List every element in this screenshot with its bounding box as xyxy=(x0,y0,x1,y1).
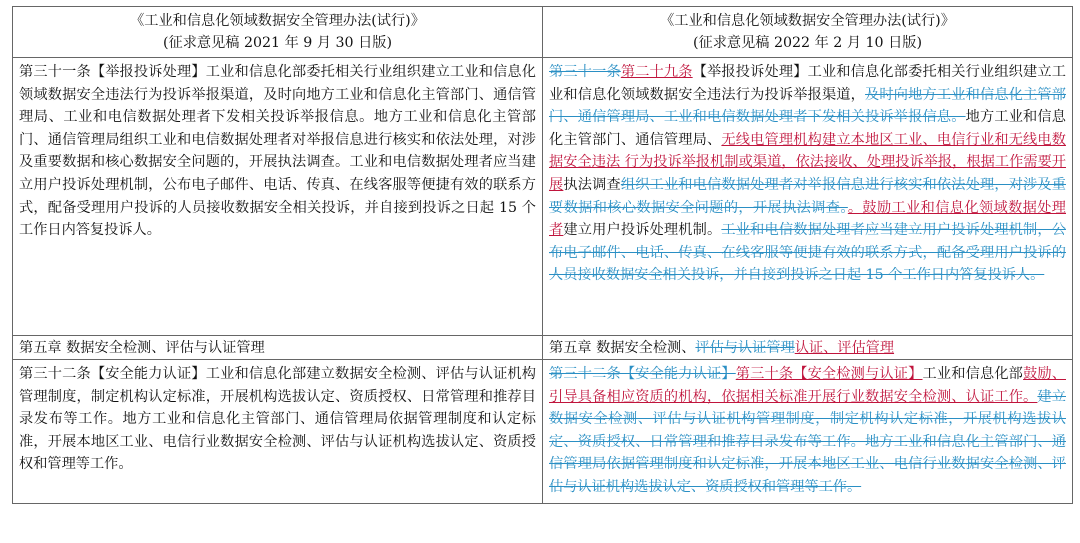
inserted-text: 第二十九条 xyxy=(620,64,693,80)
deleted-text: 及时向地方工业和信息化主管部门、通信管理局、工业和电信数据处理者下发相关投诉举报信息。 xyxy=(549,86,1066,126)
deleted-text: 建立数据安全检测、评估与认证机构管理制度，制定机构认定标准，开展机构选拔认定、资质授权、日常管理和推荐目录发布等工作。地方工业和信息化主管部门、通信管理局依据管理制度和认定标准，开展本地区工业、电信行业数据安全检测、评估与认证机构选拔认定、资质授权和管理等工作。 xyxy=(549,388,1066,495)
left-subtitle: (征求意见稿 2021 年 9 月 30 日版) xyxy=(162,35,392,51)
article-31-old: 第三十一条【举报投诉处理】工业和信息化部委托相关行业组织建立工业和信息化领域数据安全违法行为投诉举报渠道，及时向地方工业和信息化主管部门、通信管理局、工业和电信数据处理者下发相关投诉举报信息。地方工业和信息化主管部门、通信管理局组织工业和电信数据处理者对举报信息进行核实和依法处理，对涉及重要数据和核心数据安全问题的，开展执法调查。工业和电信数据处理者应当建立用户投诉处理机制，公布电子邮件、电话、传真、在线客服等便捷有效的联系方式，配备受理用户投诉的人员接收数据安全相关投诉，并自接到投诉之日起 15 个工作日内答复投诉人。 xyxy=(13,58,543,336)
article-32-old: 第三十二条【安全能力认证】工业和信息化部建立数据安全检测、评估与认证机构管理制度，制定机构认定标准，开展机构选拔认定、资质授权、日常管理和推荐目录发布等工作。地方工业和信息化主管部门、通信管理局依据管理制度和认定标准，开展本地区工业、电信行业数据安全检测、评估与认证机构选拔认定、资质授权和管理等工作。 xyxy=(13,360,543,504)
left-title: 《工业和信息化领域数据安全管理办法(试行)》 xyxy=(130,13,425,29)
chapter-5-new xyxy=(543,336,1073,360)
deleted-text: 评估与认证管理 xyxy=(695,340,795,356)
article-29-new xyxy=(543,58,1073,336)
article-30-new xyxy=(543,360,1073,504)
inserted-text: 鼓励、引导具备相应资质的机构，依据相关标准开展行业数据安全检测、认证工作。 xyxy=(549,366,1066,405)
right-subtitle: (征求意见稿 2022 年 2 月 10 日版) xyxy=(692,35,922,51)
left-column-header xyxy=(13,7,543,58)
retained-text: 工业和信息化部 xyxy=(922,366,1024,382)
inserted-text: 第三十条【安全检测与认证】 xyxy=(735,366,923,382)
inserted-text: 。鼓励工业和信息化领域数据处理者 xyxy=(549,199,1066,239)
article-31-row xyxy=(13,58,1073,336)
deleted-text: 第三十二条【安全能力认证】 xyxy=(549,366,736,382)
right-title: 《工业和信息化领域数据安全管理办法(试行)》 xyxy=(660,13,955,29)
comparison-table xyxy=(12,6,1073,504)
right-column-header xyxy=(543,7,1073,58)
retained-text: 执法调查 xyxy=(563,176,621,193)
inserted-text: 无线电管理机构建立本地区工业、电信行业和无线电数据安全违法 行为投诉举报机制或渠道，依法接收、处理投诉举报，根据工作需要开展 xyxy=(549,131,1066,193)
retained-text: 第五章 数据安全检测、 xyxy=(549,340,696,356)
chapter-5-old: 第五章 数据安全检测、评估与认证管理 xyxy=(13,336,543,360)
chapter-5-row xyxy=(13,336,1073,360)
article-32-row xyxy=(13,360,1073,504)
retained-text: 【举报投诉处理】工业和信息化部委托相关行业组织建立工业和信息化领域数据安全违法行为投诉举报渠道， xyxy=(549,64,1066,103)
retained-text: 地方工业和信息化主管部门、通信管理局、 xyxy=(549,109,1066,148)
inserted-text: 认证、评估管理 xyxy=(794,340,895,356)
header-row xyxy=(13,7,1073,58)
retained-text: 建立用户投诉处理机制。 xyxy=(563,222,722,239)
deleted-text: 组织工业和电信数据处理者对举报信息进行核实和依法处理，对涉及重要数据和核心数据安全问题的，开展执法调查。 xyxy=(549,176,1066,216)
deleted-text: 工业和电信数据处理者应当建立用户投诉处理机制，公布电子邮件、电话、传真、在线客服等便捷有效的联系方式，配备受理用户投诉的人员接收数据安全相关投诉，并自接到投诉之日起 15 个工作日内答复投诉人。 xyxy=(549,222,1066,284)
deleted-text: 第三十一条 xyxy=(549,64,621,80)
